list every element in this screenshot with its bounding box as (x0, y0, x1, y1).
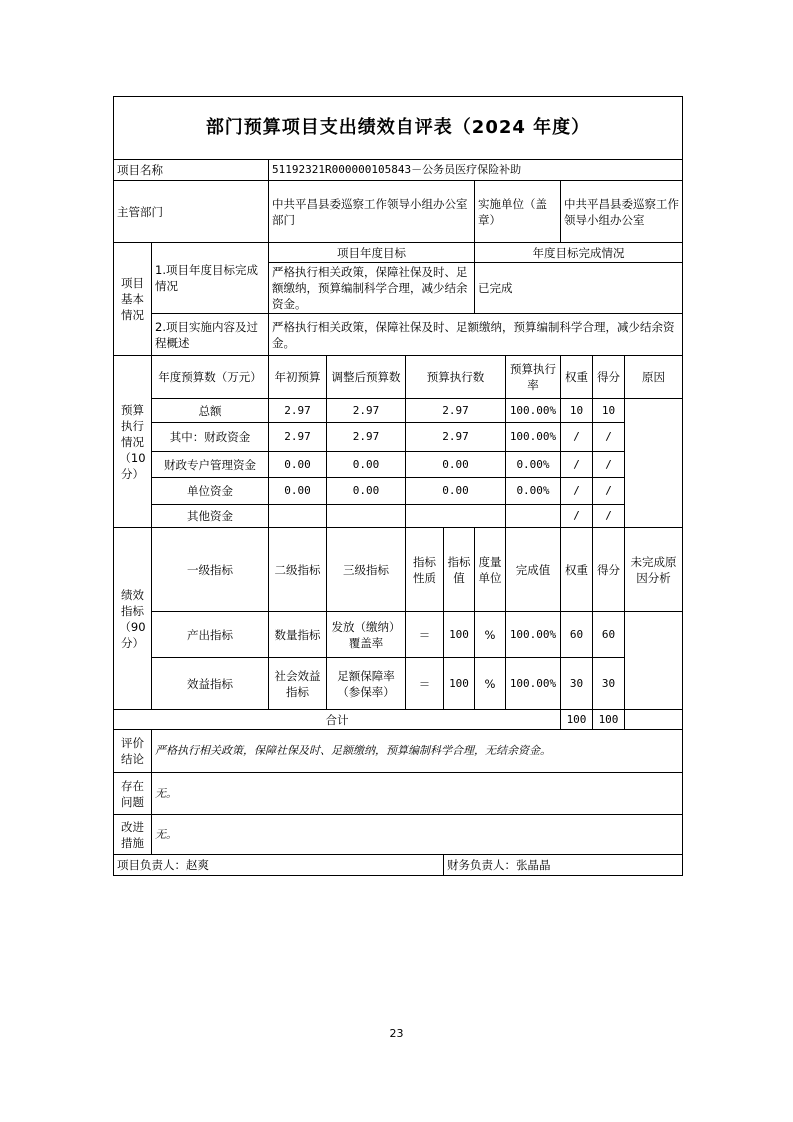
perf-header-col: 指标值 (444, 528, 475, 612)
fix-text: 无。 (152, 815, 683, 855)
perf-reason (625, 612, 683, 710)
budget-weight: / (561, 478, 593, 505)
budget-adjusted: 2.97 (327, 399, 406, 423)
budget-header-col: 原因 (625, 356, 683, 399)
budget-row (114, 505, 683, 528)
budget-score: / (593, 505, 625, 528)
perf-level2: 社会效益指标 (269, 658, 327, 710)
eval-label: 评价结论 (114, 730, 152, 773)
total-weight: 100 (561, 710, 593, 730)
perf-level1: 产出指标 (152, 612, 269, 658)
impl-unit-label: 实施单位（盖章） (475, 181, 561, 243)
goal-text: 严格执行相关政策，保障社保及时、足额缴纳，预算编制科学合理，减少结余资金。 (269, 263, 475, 314)
budget-executed: 2.97 (406, 399, 506, 423)
budget-header-col: 预算执行数 (406, 356, 506, 399)
goal-done-text: 已完成 (475, 263, 683, 314)
self-evaluation-table (113, 96, 683, 876)
issue-text: 无。 (152, 773, 683, 815)
perf-unit: % (475, 612, 506, 658)
budget-weight: 10 (561, 399, 593, 423)
done-header: 年度目标完成情况 (475, 243, 683, 263)
perf-level3: 发放（缴纳）覆盖率 (327, 612, 406, 658)
total-score: 100 (593, 710, 625, 730)
perf-header-col: 度量单位 (475, 528, 506, 612)
budget-rate: 0.00% (506, 452, 561, 478)
budget-header-col: 预算执行率 (506, 356, 561, 399)
goal-row-label: 1.项目年度目标完成情况 (152, 243, 269, 314)
perf-score: 30 (593, 658, 625, 710)
budget-adjusted: 0.00 (327, 452, 406, 478)
perf-header-col: 完成值 (506, 528, 561, 612)
budget-header-col: 调整后预算数 (327, 356, 406, 399)
budget-executed (406, 505, 506, 528)
perf-header-col: 二级指标 (269, 528, 327, 612)
perf-target: 100 (444, 612, 475, 658)
impl-text: 严格执行相关政策，保障社保及时、足额缴纳，预算编制科学合理，减少结余资金。 (269, 314, 683, 356)
budget-initial: 0.00 (269, 478, 327, 505)
budget-rate: 0.00% (506, 478, 561, 505)
project-name-value: 51192321R000000105843－公务员医疗保险补助 (269, 160, 683, 181)
total-blank (625, 710, 683, 730)
budget-score: 10 (593, 399, 625, 423)
budget-score: / (593, 478, 625, 505)
budget-row (114, 478, 683, 505)
budget-executed: 2.97 (406, 423, 506, 452)
budget-row (114, 452, 683, 478)
dept-label: 主管部门 (114, 181, 269, 243)
perf-unit: % (475, 658, 506, 710)
form-title: 部门预算项目支出绩效自评表（2024 年度） (114, 97, 683, 160)
impl-unit-value: 中共平昌县委巡察工作领导小组办公室 (561, 181, 683, 243)
budget-adjusted: 0.00 (327, 478, 406, 505)
budget-header-col: 权重 (561, 356, 593, 399)
page-number: 23 (389, 1027, 404, 1040)
eval-text: 严格执行相关政策，保障社保及时、足额缴纳，预算编制科学合理，无结余资金。 (152, 730, 683, 773)
issue-label: 存在问题 (114, 773, 152, 815)
perf-weight: 60 (561, 612, 593, 658)
budget-section-label: 预算执行情况（10分） (114, 356, 152, 528)
perf-header-col: 得分 (593, 528, 625, 612)
budget-rate: 100.00% (506, 423, 561, 452)
perf-header-col: 三级指标 (327, 528, 406, 612)
budget-executed: 0.00 (406, 478, 506, 505)
perf-level3: 足额保障率（参保率） (327, 658, 406, 710)
perf-header-col: 权重 (561, 528, 593, 612)
budget-initial: 0.00 (269, 452, 327, 478)
budget-score: / (593, 423, 625, 452)
perf-weight: 30 (561, 658, 593, 710)
project-leader: 项目负责人：赵爽 (114, 855, 444, 876)
budget-weight: / (561, 505, 593, 528)
perf-header-col: 未完成原因分析 (625, 528, 683, 612)
budget-header-col: 年度预算数（万元） (152, 356, 269, 399)
budget-row-label: 单位资金 (152, 478, 269, 505)
budget-header-col: 年初预算 (269, 356, 327, 399)
perf-done: 100.00% (506, 658, 561, 710)
budget-row (114, 399, 683, 423)
perf-row (114, 658, 683, 710)
perf-level1: 效益指标 (152, 658, 269, 710)
budget-row-label: 总额 (152, 399, 269, 423)
perf-row (114, 612, 683, 658)
perf-target: 100 (444, 658, 475, 710)
total-label: 合计 (114, 710, 561, 730)
budget-executed: 0.00 (406, 452, 506, 478)
perf-section-label: 绩效指标（90分） (114, 528, 152, 710)
budget-rate: 100.00% (506, 399, 561, 423)
budget-adjusted (327, 505, 406, 528)
perf-header-col: 一级指标 (152, 528, 269, 612)
budget-row (114, 423, 683, 452)
perf-nature: ＝ (406, 658, 444, 710)
perf-nature: ＝ (406, 612, 444, 658)
budget-row-label: 其中：财政资金 (152, 423, 269, 452)
budget-initial (269, 505, 327, 528)
budget-row-label: 其他资金 (152, 505, 269, 528)
budget-header-col: 得分 (593, 356, 625, 399)
finance-leader: 财务负责人：张晶晶 (444, 855, 683, 876)
perf-done: 100.00% (506, 612, 561, 658)
project-name-label: 项目名称 (114, 160, 269, 181)
budget-initial: 2.97 (269, 399, 327, 423)
goal-header: 项目年度目标 (269, 243, 475, 263)
fix-label: 改进措施 (114, 815, 152, 855)
perf-level2: 数量指标 (269, 612, 327, 658)
perf-score: 60 (593, 612, 625, 658)
perf-header-col: 指标性质 (406, 528, 444, 612)
impl-row-label: 2.项目实施内容及过程概述 (152, 314, 269, 356)
budget-weight: / (561, 452, 593, 478)
budget-score: / (593, 452, 625, 478)
budget-rate (506, 505, 561, 528)
budget-row-label: 财政专户管理资金 (152, 452, 269, 478)
budget-initial: 2.97 (269, 423, 327, 452)
budget-adjusted: 2.97 (327, 423, 406, 452)
basic-section-label: 项目基本情况 (114, 243, 152, 356)
dept-value: 中共平昌县委巡察工作领导小组办公室部门 (269, 181, 475, 243)
budget-reason (625, 399, 683, 528)
budget-weight: / (561, 423, 593, 452)
